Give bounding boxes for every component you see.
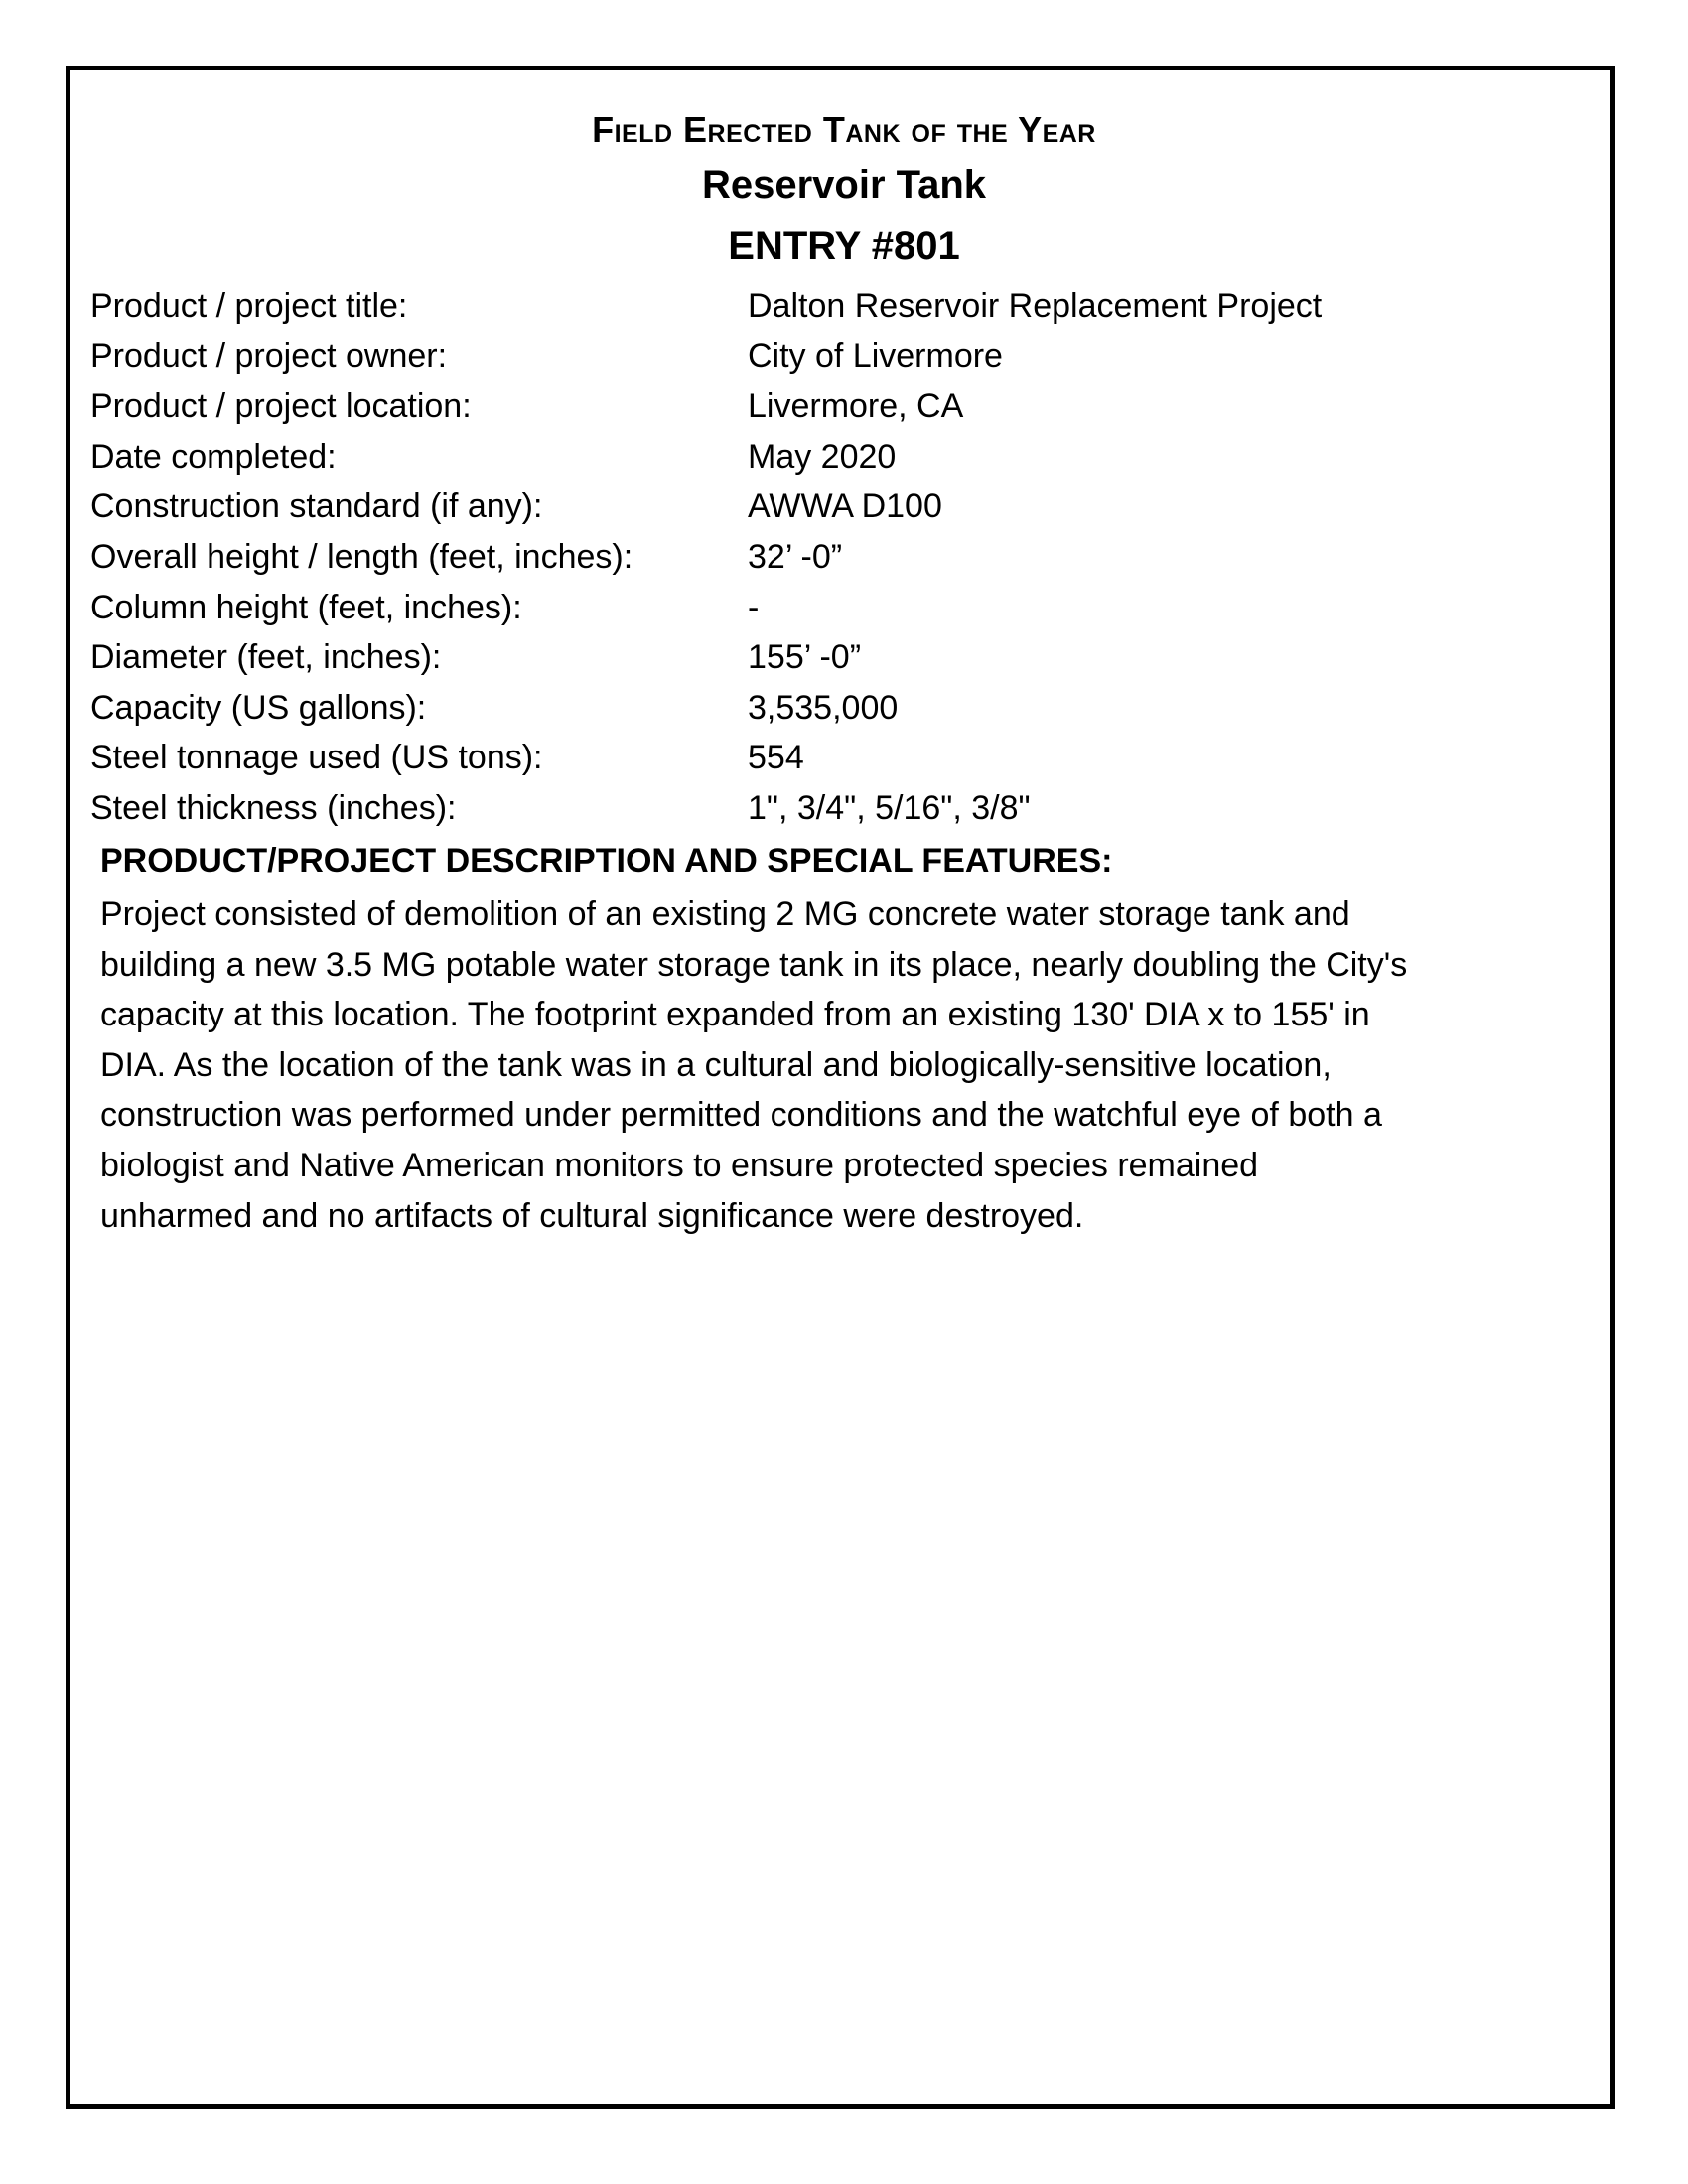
entry-number: ENTRY #801 xyxy=(728,224,960,268)
field-value: 3,535,000 xyxy=(748,688,899,727)
field-value: May 2020 xyxy=(748,437,897,476)
field-value: Dalton Reservoir Replacement Project xyxy=(748,287,1323,325)
description-line: unharmed and no artifacts of cultural significance were destroyed. xyxy=(100,1196,1084,1235)
field-label: Column height (feet, inches): xyxy=(90,588,522,626)
field-value: 155’ -0” xyxy=(748,638,862,677)
field-label: Capacity (US gallons): xyxy=(90,688,427,727)
field-label: Steel tonnage used (US tons): xyxy=(90,739,543,777)
field-row-date-completed xyxy=(90,432,1580,482)
field-value: Livermore, CA xyxy=(748,387,964,426)
field-value: 554 xyxy=(748,739,804,777)
description-body xyxy=(100,889,1590,1241)
description-line: capacity at this location. The footprint expanded from an existing 130' DIA x to 155' in xyxy=(100,996,1370,1034)
field-row-construction-standard xyxy=(90,481,1580,532)
field-row-column-height xyxy=(90,583,1580,633)
field-label: Date completed: xyxy=(90,437,337,476)
field-value: City of Livermore xyxy=(748,337,1003,375)
field-row-project-title xyxy=(90,281,1580,332)
entry-title: Reservoir Tank xyxy=(701,163,987,206)
field-row-steel-thickness xyxy=(90,783,1580,834)
field-row-diameter xyxy=(90,632,1580,683)
description-line: construction was performed under permitted conditions and the watchful eye of both a xyxy=(100,1096,1382,1135)
award-category: Field Erected Tank of the Year xyxy=(592,109,1096,150)
description-heading: PRODUCT/PROJECT DESCRIPTION AND SPECIAL FEATURES: xyxy=(100,842,1113,880)
field-label: Product / project location: xyxy=(90,387,472,426)
field-value: 32’ -0” xyxy=(748,537,843,576)
field-value: 1", 3/4", 5/16", 3/8" xyxy=(748,788,1031,827)
field-row-capacity xyxy=(90,683,1580,734)
field-label: Product / project owner: xyxy=(90,337,448,375)
field-label: Overall height / length (feet, inches): xyxy=(90,537,633,576)
description-line: Project consisted of demolition of an existing 2 MG concrete water storage tank and xyxy=(100,895,1350,933)
description-line: biologist and Native American monitors to ensure protected species remained xyxy=(100,1146,1259,1184)
field-row-overall-height xyxy=(90,532,1580,583)
project-fields xyxy=(90,281,1580,834)
field-label: Product / project title: xyxy=(90,287,408,325)
field-row-project-owner xyxy=(90,332,1580,382)
description-line: DIA. As the location of the tank was in a cultural and biologically-sensitive location, xyxy=(100,1045,1332,1084)
field-value: AWWA D100 xyxy=(748,487,942,526)
field-value: - xyxy=(748,588,760,626)
field-row-project-location xyxy=(90,381,1580,432)
field-row-steel-tonnage xyxy=(90,733,1580,783)
field-label: Construction standard (if any): xyxy=(90,487,543,526)
field-label: Diameter (feet, inches): xyxy=(90,638,442,677)
field-label: Steel thickness (inches): xyxy=(90,788,457,827)
description-line: building a new 3.5 MG potable water storage tank in its place, nearly doubling the City's xyxy=(100,945,1408,984)
